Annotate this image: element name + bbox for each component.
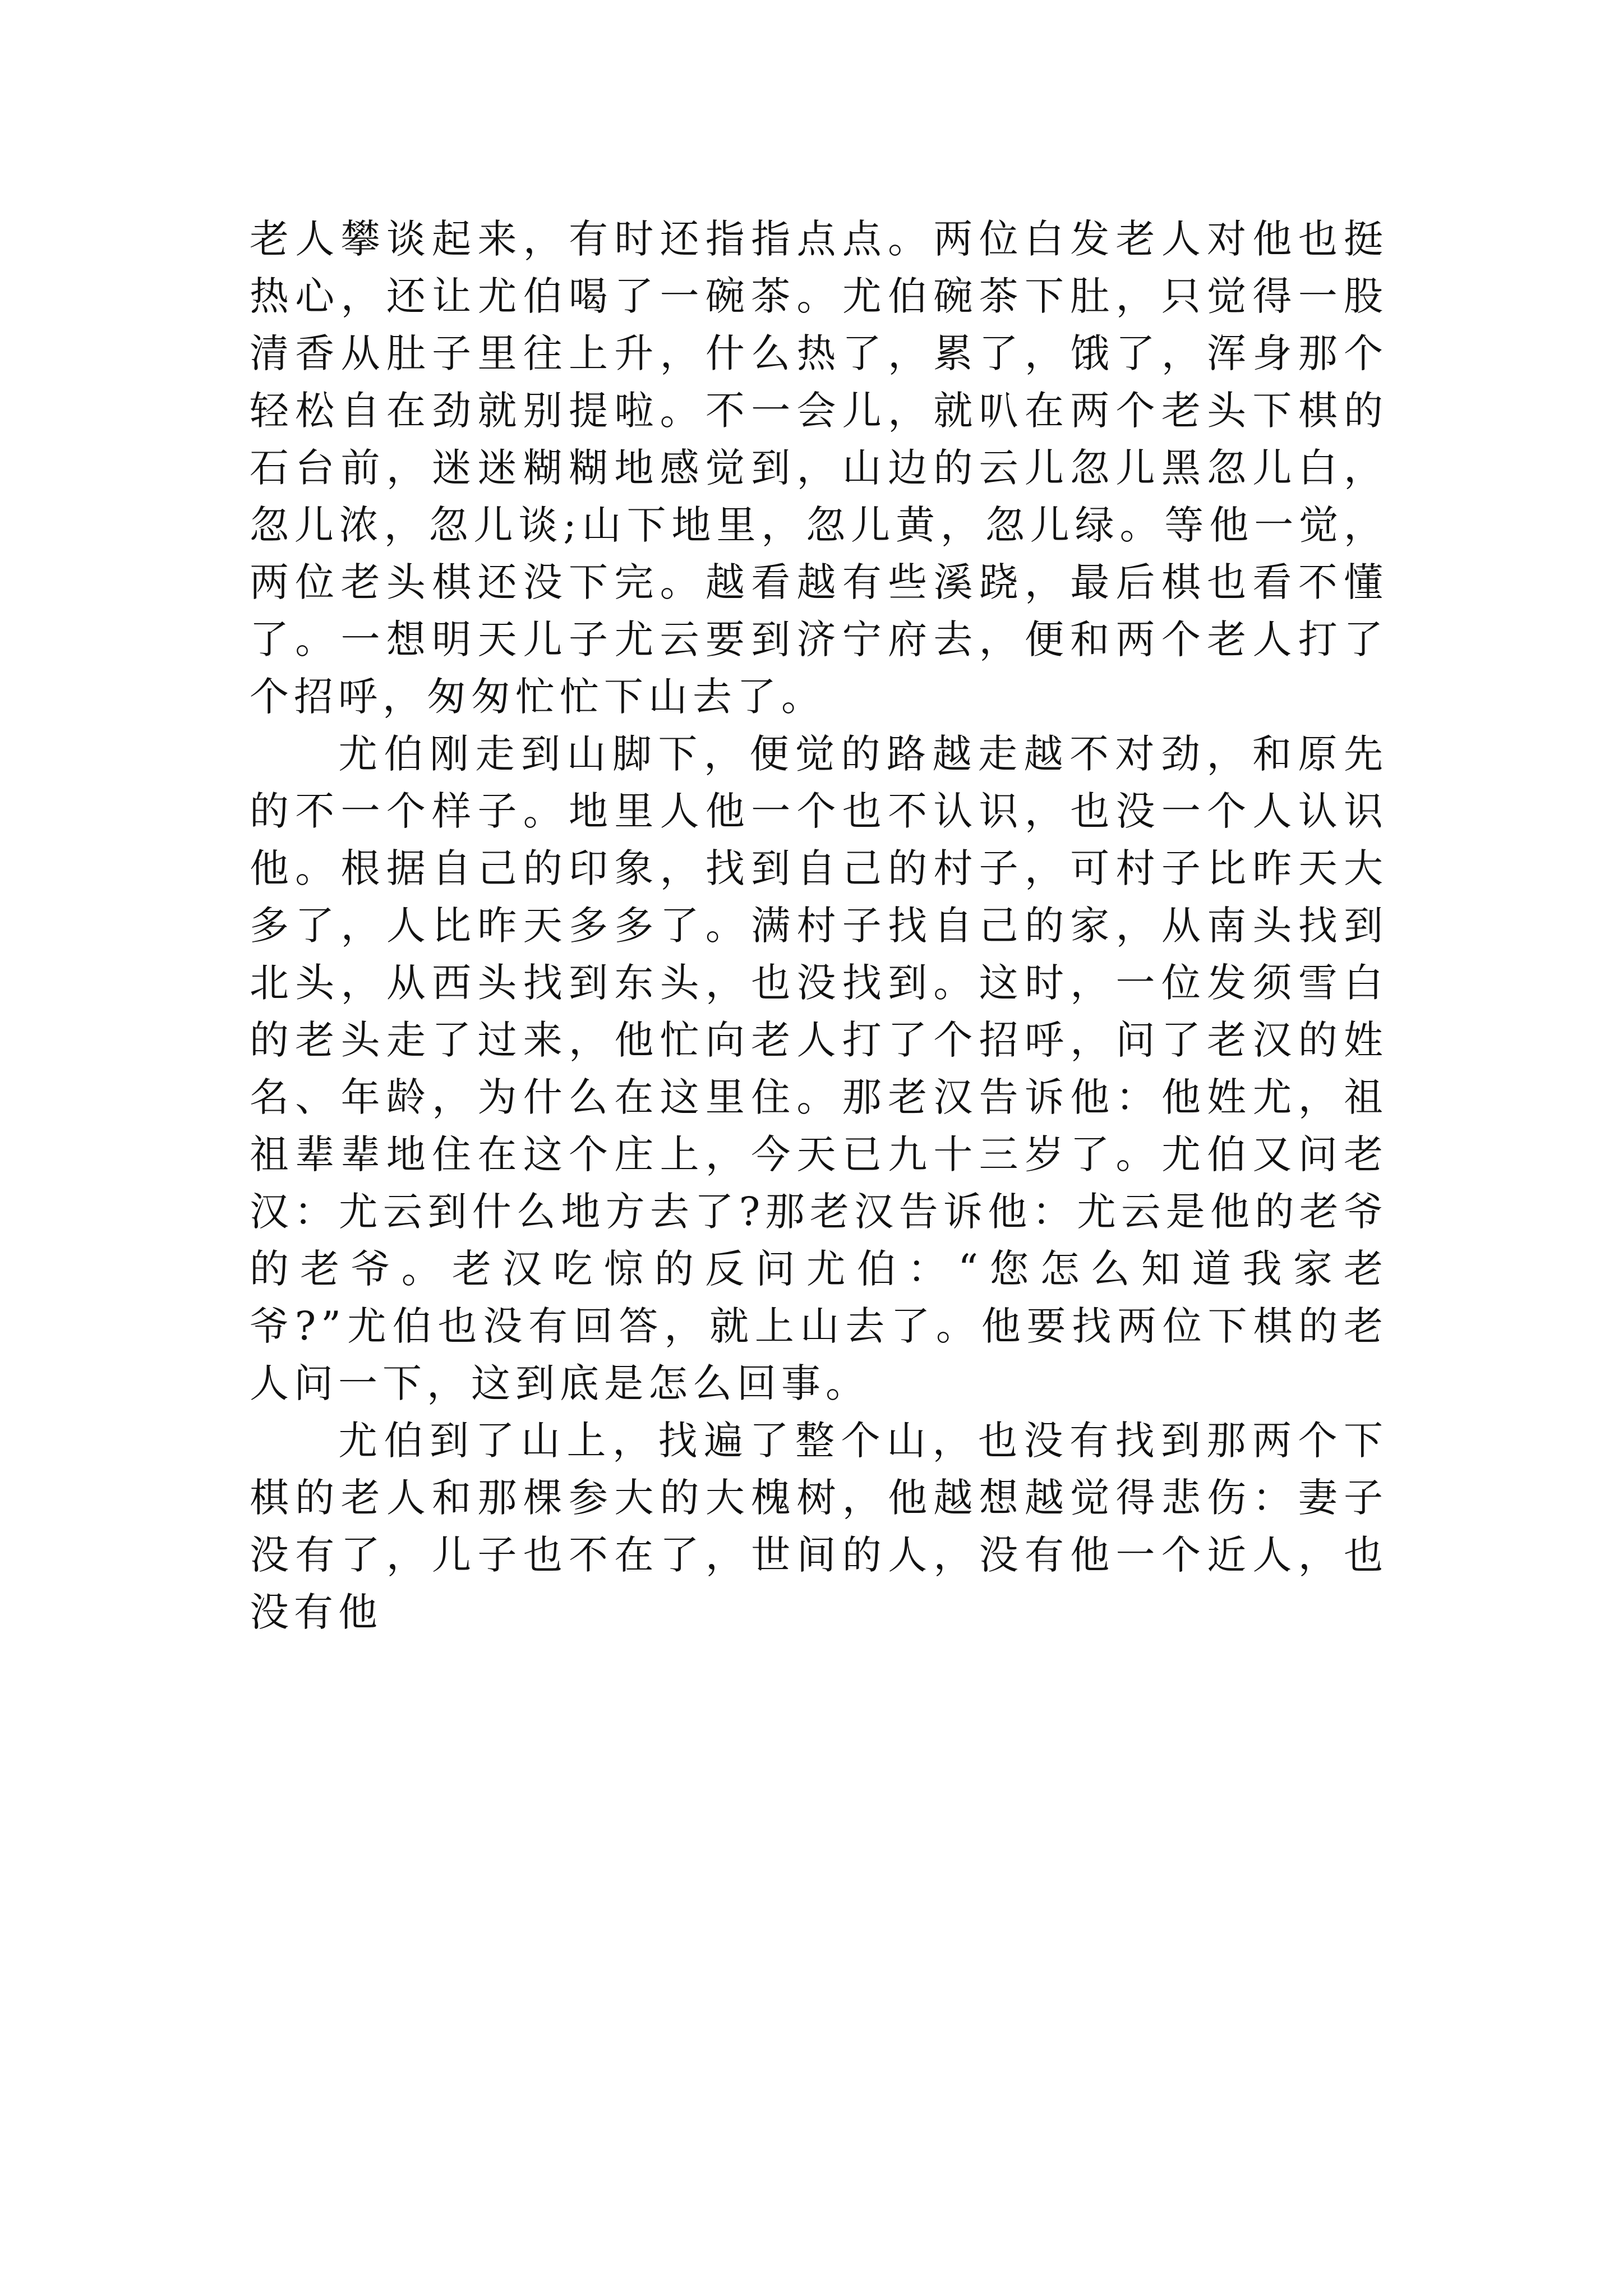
body-text xyxy=(250,210,1388,1641)
paragraph-2: 尤伯刚走到山脚下，便觉的路越走越不对劲，和原先的不一个样子。地里人他一个也不认识，也没一个人认识他。根据自己的印象，找到自己的村子，可村子比昨天大多了，人比昨天多多了。满村子找自己的家，从南头找到北头，从西头找到东头，也没找到。这时，一位发须雪白的老头走了过来，他忙向老人打了个招呼，问了老汉的姓名、年龄，为什么在这里住。那老汉告诉他：他姓尤，祖祖辈辈地住在这个庄上，今天已九十三岁了。尤伯又问老汉：尤云到什么地方去了?那老汉告诉他：尤云是他的老爷的老爷。老汉吃惊的反问尤伯：“您怎么知道我家老爷?”尤伯也没有回答，就上山去了。他要找两位下棋的老人问一下，这到底是怎么回事。 xyxy=(250,731,1388,1406)
paragraph-1: 老人攀谈起来，有时还指指点点。两位白发老人对他也挺热心，还让尤伯喝了一碗茶。尤伯碗茶下肚，只觉得一股清香从肚子里往上升，什么热了，累了，饿了，浑身那个轻松自在劲就别提啦。不一会儿，就叭在两个老头下棋的石台前，迷迷糊糊地感觉到，山边的云儿忽儿黑忽儿白，忽儿浓，忽儿谈;山下地里，忽儿黄，忽儿绿。等他一觉，两位老头棋还没下完。越看越有些溪跷，最后棋也看不懂了。一想明天儿子尤云要到济宁府去，便和两个老人打了个招呼，匆匆忙忙下山去了。 xyxy=(250,216,1388,720)
paragraph-3: 尤伯到了山上，找遍了整个山，也没有找到那两个下棋的老人和那棵参大的大槐树，他越想越觉得悲伤：妻子没有了，儿子也不在了，世间的人，没有他一个近人，也没有他 xyxy=(250,1418,1388,1635)
